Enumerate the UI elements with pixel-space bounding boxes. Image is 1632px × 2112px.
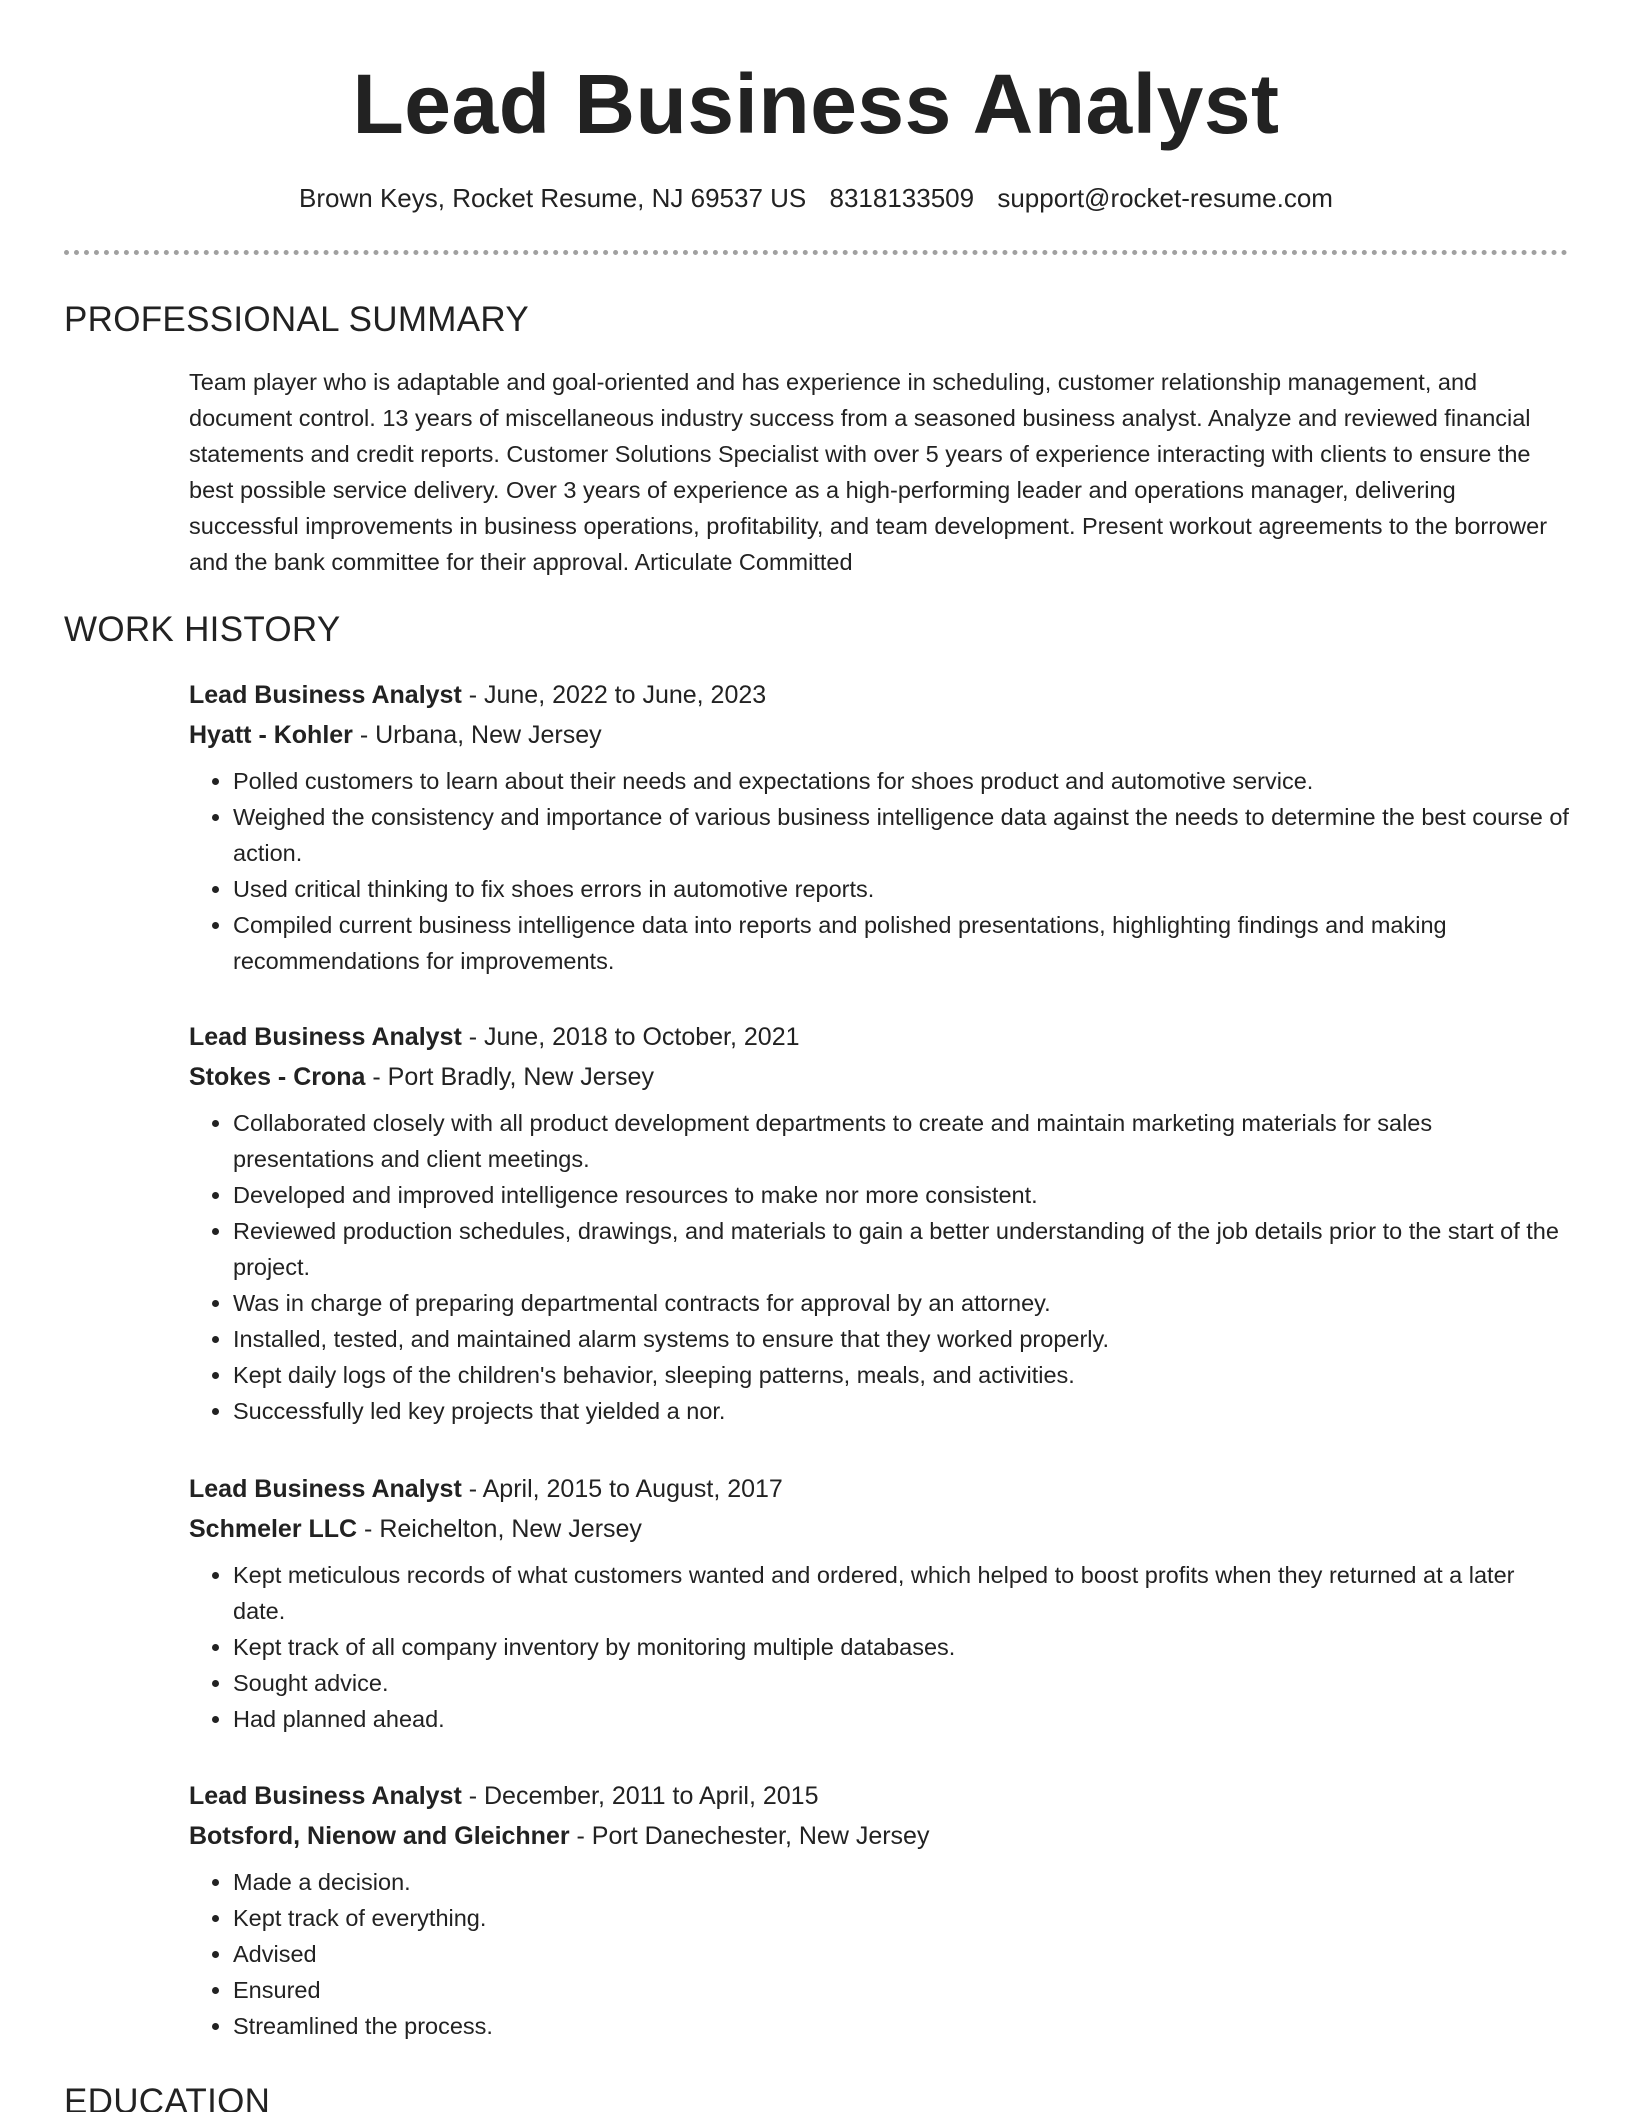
job-bullet: • Polled customers to learn about their needs and expectations for shoes product and automotive service. — [233, 763, 1569, 799]
job-bullets — [189, 1864, 1569, 2044]
job-location: - Urbana, New Jersey — [352, 721, 602, 749]
header-divider — [64, 250, 1568, 255]
job-bullet: • Kept track of all company inventory by monitoring multiple databases. — [233, 1629, 1569, 1665]
job-role: Lead Business Analyst — [189, 1475, 462, 1503]
job-bullet: • Kept track of everything. — [233, 1900, 1569, 1936]
job-company-line — [189, 1509, 1569, 1549]
contact-email: support@rocket-resume.com — [997, 183, 1333, 213]
summary-text: Team player who is adaptable and goal-oriented and has experience in scheduling, customer relationship management, and document control. 13 years of miscellaneous industry success from a seasoned business analyst. Analyze and reviewed financial statements and credit reports. Customer Solutions Specialist with over 5 years of experience interacting with clients to ensure the best possible service delivery. Over 3 years of experience as a high-performing leader and operations manager, delivering successful improvements in business operations, profitability, and team development. Present workout agreements to the borrower and the bank committee for their approval. Articulate Committed — [189, 369, 1548, 575]
job-title-line — [189, 1469, 1569, 1509]
job-bullets — [189, 1557, 1569, 1737]
job-bullet: • Made a decision. — [233, 1864, 1569, 1900]
job-dates: - June, 2018 to October, 2021 — [461, 1023, 800, 1051]
job-bullet: • Weighed the consistency and importance of various business intelligence data against the needs to determine the best course of action. — [233, 799, 1569, 871]
education-heading: EDUCATION — [64, 2082, 271, 2112]
contact-address: Brown Keys, Rocket Resume, NJ 69537 US — [299, 183, 807, 213]
job-entry — [189, 1776, 1569, 2044]
job-company-line — [189, 1057, 1569, 1097]
job-location: - Reichelton, New Jersey — [357, 1515, 642, 1543]
job-entry — [189, 1469, 1569, 1737]
job-bullet: • Was in charge of preparing departmental contracts for approval by an attorney. — [233, 1285, 1569, 1321]
job-bullet: • Developed and improved intelligence resources to make nor more consistent. — [233, 1177, 1569, 1213]
job-entry — [189, 675, 1569, 979]
job-dates: - April, 2015 to August, 2017 — [461, 1475, 783, 1503]
contact-phone: 8318133509 — [829, 183, 975, 213]
job-company: Stokes - Crona — [189, 1063, 366, 1091]
job-bullets — [189, 1105, 1569, 1429]
page-title: Lead Business Analyst — [352, 57, 1280, 151]
job-entry — [189, 1017, 1569, 1429]
job-bullet: • Successfully led key projects that yielded a nor. — [233, 1393, 1569, 1429]
job-company: Botsford, Nienow and Gleichner — [189, 1822, 570, 1850]
job-bullet: • Kept daily logs of the children's behavior, sleeping patterns, meals, and activities. — [233, 1357, 1569, 1393]
job-bullets — [189, 763, 1569, 979]
job-company-line — [189, 715, 1569, 755]
job-bullet: • Advised — [233, 1936, 1569, 1972]
job-bullet: • Sought advice. — [233, 1665, 1569, 1701]
job-dates: - June, 2022 to June, 2023 — [461, 681, 767, 709]
job-dates: - December, 2011 to April, 2015 — [461, 1782, 819, 1810]
summary-heading: PROFESSIONAL SUMMARY — [64, 300, 529, 339]
job-bullet: • Compiled current business intelligence data into reports and polished presentations, highlighting findings and making recommendations for improvements. — [233, 907, 1569, 979]
work-history-heading: WORK HISTORY — [64, 610, 341, 649]
job-role: Lead Business Analyst — [189, 681, 462, 709]
job-bullet: • Collaborated closely with all product development departments to create and maintain marketing materials for sales presentations and client meetings. — [233, 1105, 1569, 1177]
job-bullet: • Reviewed production schedules, drawings, and materials to gain a better understanding of the job details prior to the start of the project. — [233, 1213, 1569, 1285]
job-title-line — [189, 1776, 1569, 1816]
job-bullet: • Installed, tested, and maintained alarm systems to ensure that they worked properly. — [233, 1321, 1569, 1357]
job-company-line — [189, 1816, 1569, 1856]
job-role: Lead Business Analyst — [189, 1023, 462, 1051]
job-company: Hyatt - Kohler — [189, 721, 353, 749]
job-bullet: • Streamlined the process. — [233, 2008, 1569, 2044]
job-location: - Port Danechester, New Jersey — [569, 1822, 930, 1850]
contact-line — [0, 182, 1632, 214]
job-role: Lead Business Analyst — [189, 1782, 462, 1810]
job-location: - Port Bradly, New Jersey — [365, 1063, 654, 1091]
job-bullet: • Had planned ahead. — [233, 1701, 1569, 1737]
job-title-line — [189, 1017, 1569, 1057]
job-bullet: • Used critical thinking to fix shoes errors in automotive reports. — [233, 871, 1569, 907]
job-title-line — [189, 675, 1569, 715]
job-bullet: • Ensured — [233, 1972, 1569, 2008]
job-bullet: • Kept meticulous records of what customers wanted and ordered, which helped to boost profits when they returned at a later date. — [233, 1557, 1569, 1629]
job-company: Schmeler LLC — [189, 1515, 358, 1543]
